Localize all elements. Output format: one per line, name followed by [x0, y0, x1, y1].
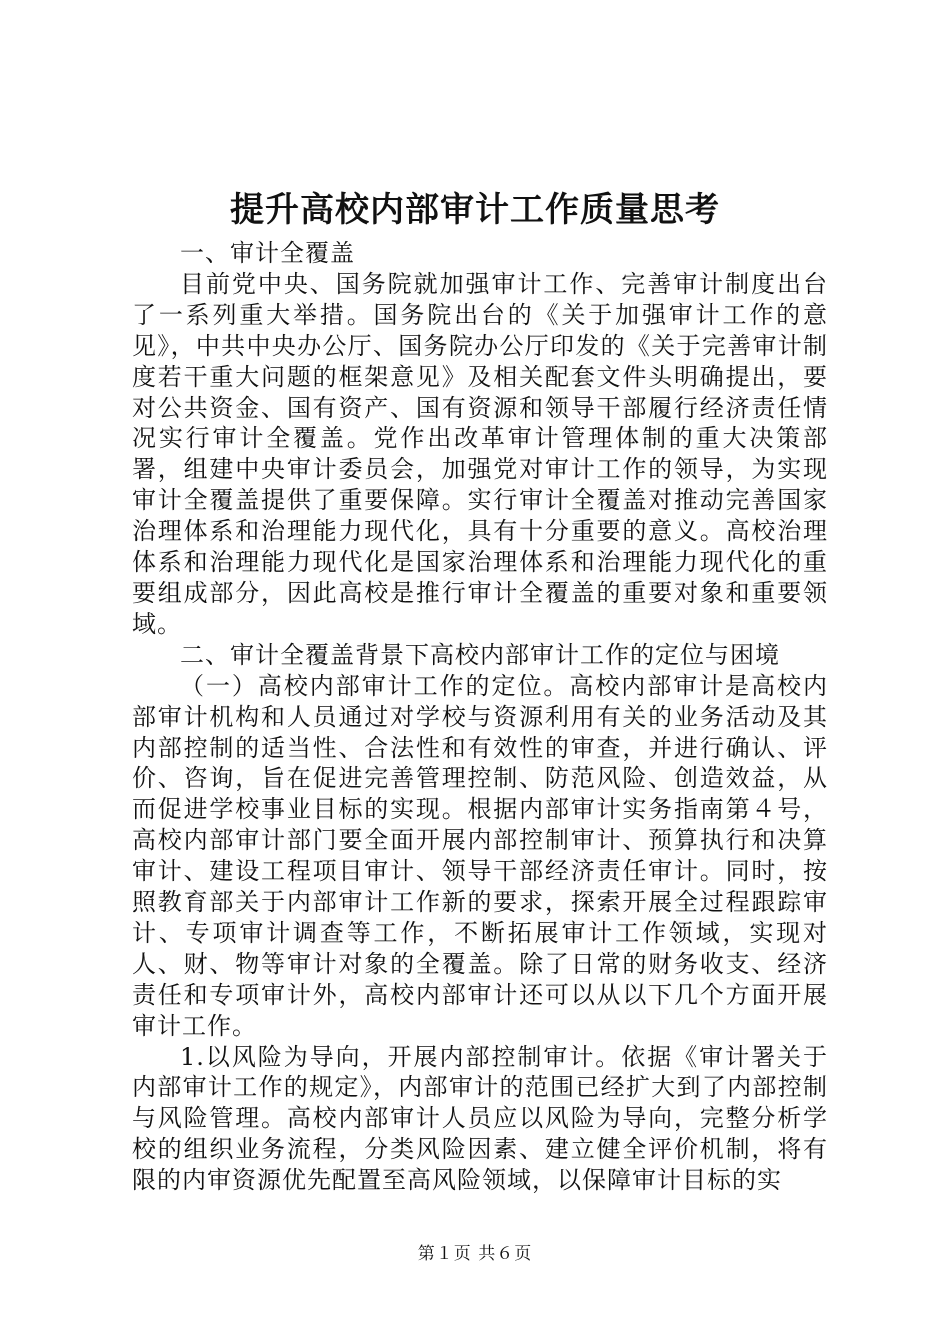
page-number-footer: 第１页 共６页	[417, 1244, 533, 1264]
paragraph-3: 1.以风险为导向，开展内部控制审计。依据《审计署关于内部审计工作的规定》，内部审计的范围已经扩大到了内部控制与风险管理。高校内部审计人员应以风险为导向，完整分析学校的组织业务流程，分类风险因素、建立健全评价机制，将有限的内审资源优先配置至高风险领域，以保障审计目标的实	[132, 1042, 828, 1195]
paragraph-2: （一）高校内部审计工作的定位。高校内部审计是高校内部审计机构和人员通过对学校与资源利用有关的业务活动及其内部控制的适当性、合法性和有效性的审查，并进行确认、评价、咨询，旨在促进完善管理控制、防范风险、创造效益，从而促进学校事业目标的实现。根据内部审计实务指南第４号，高校内部审计部门要全面开展内部控制审计、预算执行和决算审计、建设工程项目审计、领导干部经济责任审计。同时，按照教育部关于内部审计工作新的要求，探索开展全过程跟踪审计、专项审计调查等工作，不断拓展审计工作领域，实现对人、财、物等审计对象的全覆盖。除了日常的财务收支、经济责任和专项审计外，高校内部审计还可以从以下几个方面开展审计工作。	[132, 671, 828, 1040]
document-body	[132, 238, 828, 1196]
document-title: 提升高校内部审计工作质量思考	[230, 190, 720, 230]
section-heading-2: 二、审计全覆盖背景下高校内部审计工作的定位与困境	[180, 640, 780, 669]
section-heading-1: 一、审计全覆盖	[180, 239, 355, 267]
paragraph-1: 目前党中央、国务院就加强审计工作、完善审计制度出台了一系列重大举措。国务院出台的《关于加强审计工作的意见》，中共中央办公厅、国务院办公厅印发的《关于完善审计制度若干重大问题的框架意见》及相关配套文件头明确提出，要对公共资金、国有资产、国有资源和领导干部履行经济责任情况实行审计全覆盖。党作出改革审计管理体制的重大决策部署，组建中央审计委员会，加强党对审计工作的领导，为实现审计全覆盖提供了重要保障。实行审计全覆盖对推动完善国家治理体系和治理能力现代化，具有十分重要的意义。高校治理体系和治理能力现代化是国家治理体系和治理能力现代化的重要组成部分，因此高校是推行审计全覆盖的重要对象和重要领域。	[132, 269, 828, 638]
